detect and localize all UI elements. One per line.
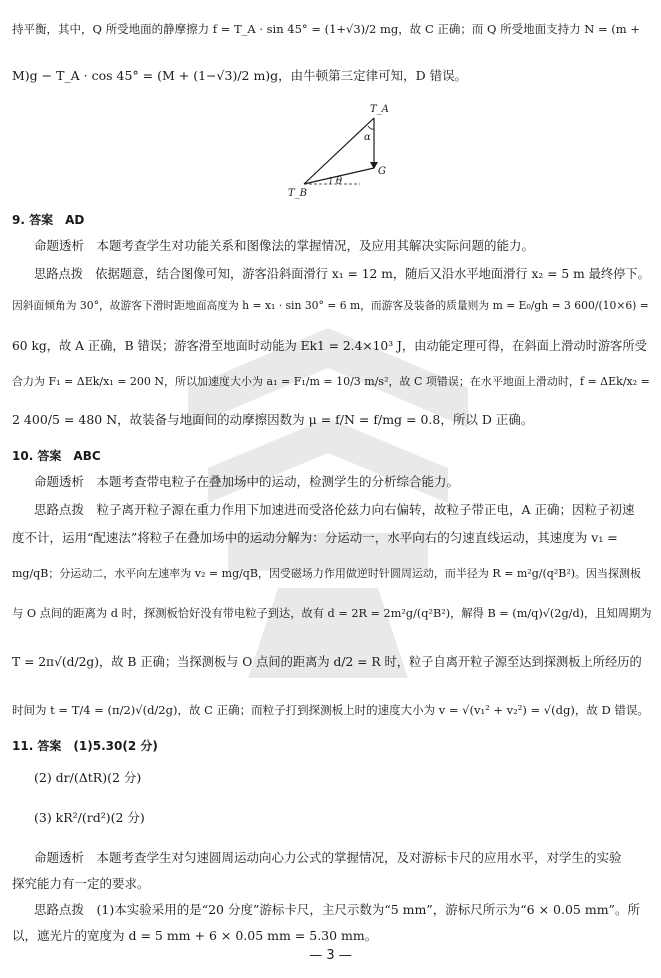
page-number: — 3 — — [309, 948, 352, 963]
label-alpha: α — [364, 132, 371, 143]
line-text: 持平衡，其中，Q 所受地面的静摩擦力 f = T_A · sin 45° = (1+√3)/2 mg，故 C 正确；而 Q 所受地面支持力 N = (m + — [12, 22, 640, 36]
line-text: 探究能力有一定的要求。 — [12, 876, 150, 891]
line-text: 命题透析 本题考查带电粒子在叠加场中的运动，检测学生的分析综合能力。 — [34, 474, 460, 489]
label-g: G — [378, 166, 386, 177]
line-text: 60 kg，故 A 正确，B 错误；游客滑至地面时动能为 Ek1 = 2.4×10³ J，由动能定理可得，在斜面上滑动时游客所受 — [12, 339, 647, 353]
line-text: mg/qB；分运动二，水平向左速率为 v₂ = mg/qB，因受磁场力作用做逆时针圆周运动，而半径为 R = m²g/(q²B²)。因当探测板 — [12, 567, 642, 580]
answer-heading: 11. 答案 (1)5.30(2 分) — [12, 739, 158, 753]
line-text: (3) kR²/(rd²)(2 分) — [34, 810, 145, 825]
line-text: T = 2π√(d/2g)，故 B 正确；当探测板与 O 点间的距离为 d/2 = R 时，粒子自离开粒子源至达到探测板上所经历的 — [12, 655, 642, 669]
line-text: 思路点拨 (1)本实验采用的是“20 分度”游标卡尺，主尺示数为“5 mm”，游标尺所示为“6 × 0.05 mm”。所 — [34, 902, 640, 917]
line-text: 思路点拨 依据题意，结合图像可知，游客沿斜面滑行 x₁ = 12 m，随后又沿水平地面滑行 x₂ = 5 m 最终停下。 — [34, 267, 650, 281]
line-text: 合力为 F₁ = ΔEk/x₁ = 200 N，所以加速度大小为 a₁ = F₁/m = 10/3 m/s²，故 C 项错误；在水平地面上滑动时，f = ΔEk/x₂ = — [12, 375, 650, 388]
line-text: 2 400/5 = 480 N，故装备与地面间的动摩擦因数为 μ = f/N = f/mg = 0.8，所以 D 正确。 — [12, 412, 534, 427]
answer-heading: 10. 答案 ABC — [12, 449, 101, 463]
label-tb: T_B — [288, 188, 308, 199]
force-triangle-diagram — [282, 100, 402, 210]
line-text: 思路点拨 粒子离开粒子源在重力作用下加速进而受洛伦兹力向右偏转，故粒子带正电，A 正确；因粒子初速 — [34, 502, 635, 517]
label-ta: T_A — [370, 104, 389, 115]
line-text: 时间为 t = T/4 = (π/2)√(d/2g)，故 C 正确；而粒子打到探测板上时的速度大小为 v = √(v₁² + v₂²) = √(dg)，故 D 错误。 — [12, 703, 649, 717]
line-text: (2) dr/(ΔtR)(2 分) — [34, 770, 142, 785]
line-text: 命题透析 本题考查学生对匀速圆周运动向心力公式的掌握情况，及对游标卡尺的应用水平，对学生的实验 — [34, 850, 622, 865]
line-text: M)g − T_A · cos 45° = (M + (1−√3)/2 m)g，由牛顿第三定律可知，D 错误。 — [12, 68, 468, 83]
answer-heading: 9. 答案 AD — [12, 213, 85, 227]
line-text: 以，遮光片的宽度为 d = 5 mm + 6 × 0.05 mm = 5.30 mm。 — [12, 928, 378, 943]
line-text: 与 O 点间的距离为 d 时，探测板恰好没有带电粒子到达，故有 d = 2R = 2m²g/(q²B²)，解得 B = (m/q)√(2g/d)，且知周期为 — [12, 607, 652, 620]
line-text: 因斜面倾角为 30°，故游客下滑时距地面高度为 h = x₁ · sin 30° = 6 m，而游客及装备的质量则为 m = E₀/gh = 3 600/(10×6) = — [12, 299, 649, 312]
line-text: 度不计，运用“配速法”将粒子在叠加场中的运动分解为：分运动一，水平向右的匀速直线运动，其速度为 v₁ = — [12, 530, 618, 545]
label-theta: θ — [336, 176, 343, 187]
line-text: 命题透析 本题考查学生对功能关系和图像法的掌握情况，及应用其解决实际问题的能力。 — [34, 238, 535, 253]
